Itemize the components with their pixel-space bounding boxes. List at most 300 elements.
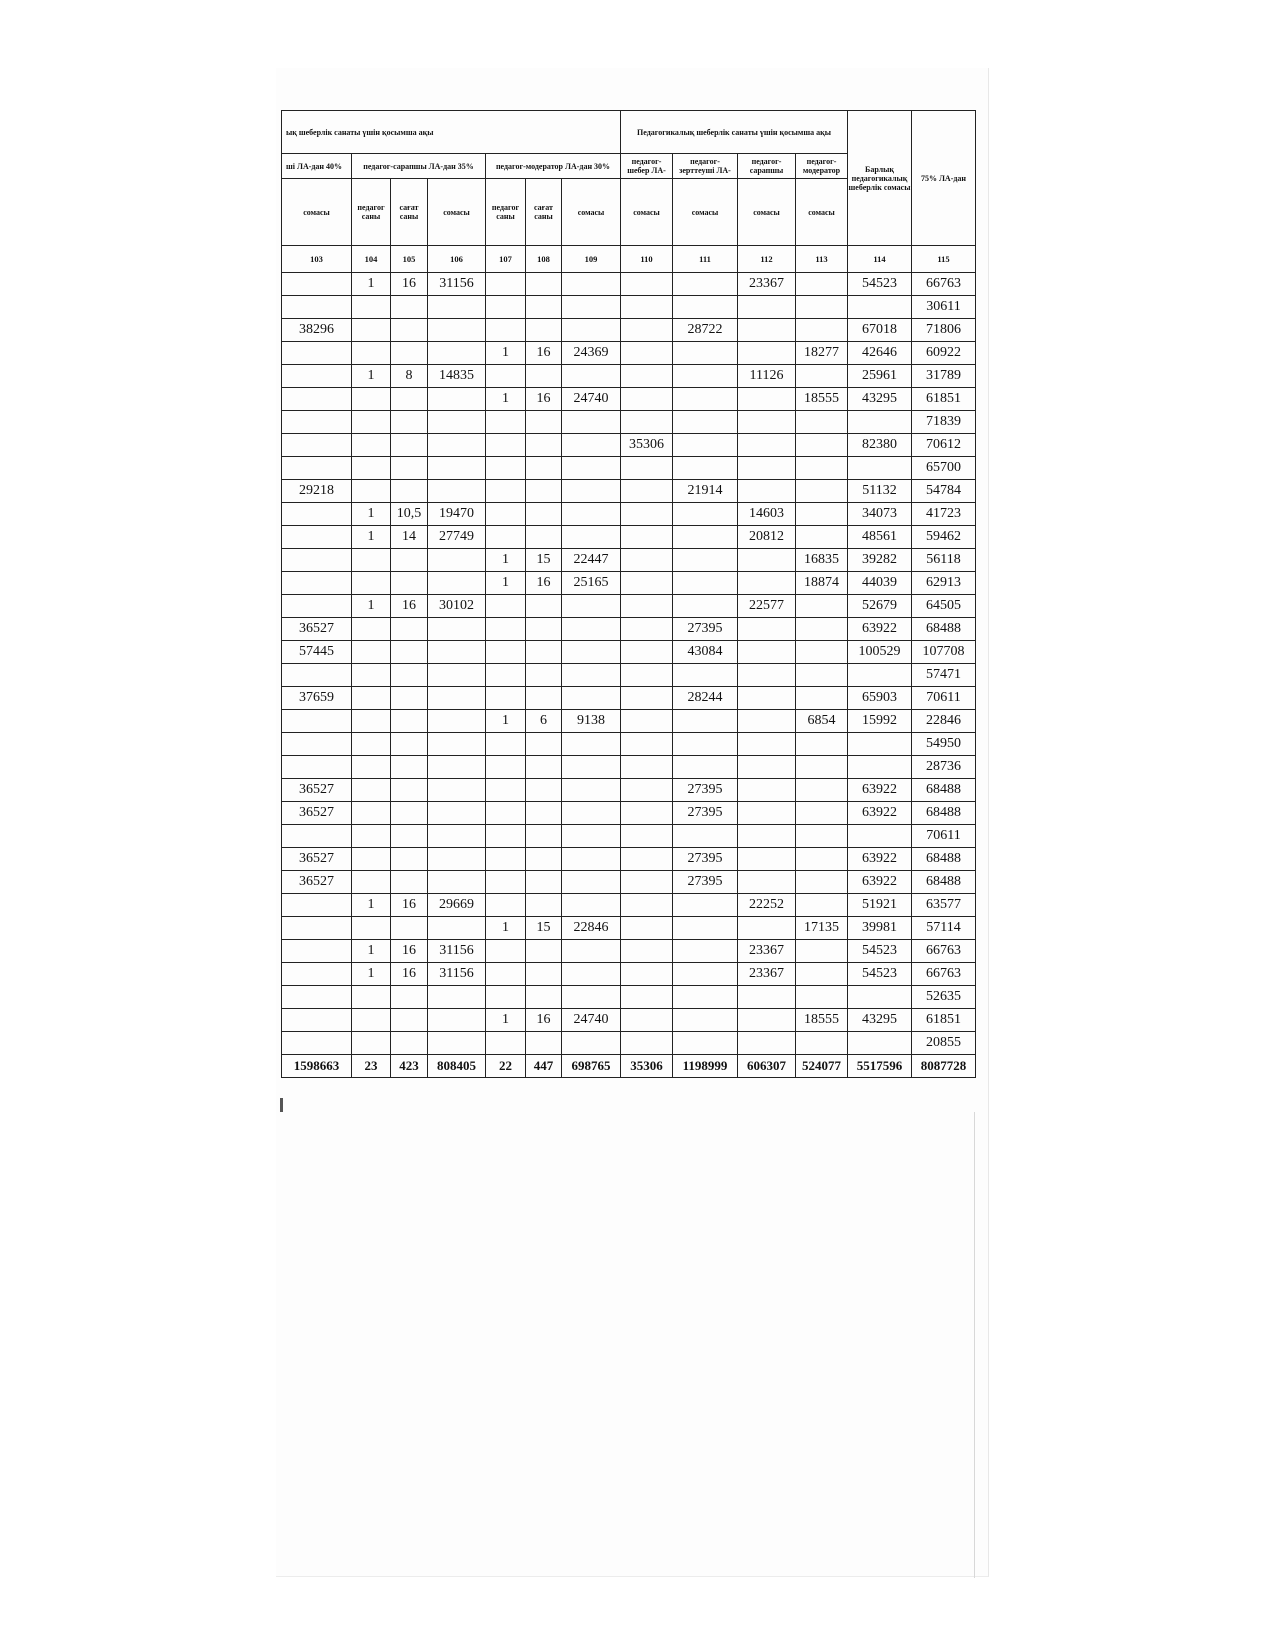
table-cell bbox=[282, 342, 352, 365]
table-cell bbox=[282, 1009, 352, 1032]
table-cell: 51132 bbox=[848, 480, 912, 503]
table-cell bbox=[848, 756, 912, 779]
column-number: 113 bbox=[796, 246, 848, 273]
column-number: 109 bbox=[562, 246, 621, 273]
table-row bbox=[282, 572, 976, 595]
table-cell bbox=[621, 526, 673, 549]
table-cell bbox=[562, 779, 621, 802]
table-cell bbox=[562, 296, 621, 319]
table-cell bbox=[562, 687, 621, 710]
totals-row bbox=[282, 1055, 976, 1078]
table-cell bbox=[562, 319, 621, 342]
table-cell: 56118 bbox=[912, 549, 976, 572]
table-cell bbox=[428, 457, 486, 480]
table-cell bbox=[621, 871, 673, 894]
header-40: ші ЛА-дан 40% bbox=[282, 154, 352, 179]
table-cell bbox=[391, 710, 428, 733]
table-cell: 1 bbox=[352, 963, 391, 986]
table-cell: 23367 bbox=[738, 940, 796, 963]
table-cell bbox=[621, 917, 673, 940]
table-cell bbox=[486, 319, 526, 342]
table-cell bbox=[673, 296, 738, 319]
table-row bbox=[282, 434, 976, 457]
table-cell: 71839 bbox=[912, 411, 976, 434]
table-cell bbox=[428, 756, 486, 779]
table-cell bbox=[526, 480, 562, 503]
table-cell bbox=[526, 319, 562, 342]
table-cell bbox=[673, 664, 738, 687]
table-cell bbox=[562, 986, 621, 1009]
table-cell: 65700 bbox=[912, 457, 976, 480]
total-cell: 22 bbox=[486, 1055, 526, 1078]
total-cell: 698765 bbox=[562, 1055, 621, 1078]
table-cell bbox=[738, 434, 796, 457]
table-cell bbox=[486, 825, 526, 848]
table-cell bbox=[673, 733, 738, 756]
table-cell bbox=[796, 756, 848, 779]
table-cell bbox=[486, 986, 526, 1009]
table-row bbox=[282, 710, 976, 733]
table-cell bbox=[562, 526, 621, 549]
table-cell: 22846 bbox=[562, 917, 621, 940]
table-cell bbox=[562, 618, 621, 641]
column-number: 112 bbox=[738, 246, 796, 273]
table-cell: 34073 bbox=[848, 503, 912, 526]
table-cell: 23367 bbox=[738, 273, 796, 296]
table-cell: 25165 bbox=[562, 572, 621, 595]
table-cell bbox=[796, 687, 848, 710]
table-cell bbox=[486, 296, 526, 319]
table-cell: 22252 bbox=[738, 894, 796, 917]
table-cell: 59462 bbox=[912, 526, 976, 549]
table-cell bbox=[562, 848, 621, 871]
table-cell: 36527 bbox=[282, 779, 352, 802]
header-sum: сомасы bbox=[796, 179, 848, 246]
table-cell bbox=[738, 687, 796, 710]
table-cell: 21914 bbox=[673, 480, 738, 503]
table-cell: 54523 bbox=[848, 273, 912, 296]
table-cell bbox=[526, 963, 562, 986]
table-cell: 23367 bbox=[738, 963, 796, 986]
table-cell: 28736 bbox=[912, 756, 976, 779]
table-cell: 31156 bbox=[428, 963, 486, 986]
table-cell: 31156 bbox=[428, 940, 486, 963]
table-cell bbox=[621, 365, 673, 388]
table-cell: 35306 bbox=[621, 434, 673, 457]
table-row bbox=[282, 480, 976, 503]
table-cell bbox=[621, 388, 673, 411]
table-cell bbox=[621, 595, 673, 618]
table-cell bbox=[352, 664, 391, 687]
table-cell bbox=[391, 342, 428, 365]
table-cell: 27749 bbox=[428, 526, 486, 549]
table-row bbox=[282, 411, 976, 434]
table-cell: 31789 bbox=[912, 365, 976, 388]
table-cell bbox=[391, 1009, 428, 1032]
table-cell bbox=[621, 664, 673, 687]
table-cell bbox=[352, 756, 391, 779]
table-row bbox=[282, 756, 976, 779]
table-cell bbox=[796, 457, 848, 480]
column-number: 108 bbox=[526, 246, 562, 273]
table-cell bbox=[526, 641, 562, 664]
table-cell bbox=[738, 1009, 796, 1032]
table-cell bbox=[673, 917, 738, 940]
table-cell bbox=[562, 825, 621, 848]
table-cell bbox=[796, 503, 848, 526]
table-cell: 61851 bbox=[912, 1009, 976, 1032]
table-cell bbox=[352, 917, 391, 940]
table-cell bbox=[562, 963, 621, 986]
table-cell bbox=[562, 940, 621, 963]
table-cell: 29218 bbox=[282, 480, 352, 503]
table-cell: 36527 bbox=[282, 871, 352, 894]
header-sum: сомасы bbox=[621, 179, 673, 246]
header-35: педагог-сарапшы ЛА-дан 35% bbox=[352, 154, 486, 179]
table-cell bbox=[352, 1032, 391, 1055]
table-cell bbox=[391, 480, 428, 503]
table-cell bbox=[526, 296, 562, 319]
table-cell: 61851 bbox=[912, 388, 976, 411]
header-group-left: ық шеберлік санаты үшін қосымша ақы bbox=[282, 111, 621, 154]
table-cell bbox=[486, 756, 526, 779]
table-cell bbox=[526, 733, 562, 756]
table-cell: 16 bbox=[526, 572, 562, 595]
table-cell: 10,5 bbox=[391, 503, 428, 526]
table-cell bbox=[673, 457, 738, 480]
table-cell: 68488 bbox=[912, 848, 976, 871]
table-cell: 22577 bbox=[738, 595, 796, 618]
table-cell bbox=[391, 641, 428, 664]
table-cell bbox=[282, 388, 352, 411]
table-cell bbox=[562, 641, 621, 664]
table-cell bbox=[486, 273, 526, 296]
table-cell bbox=[428, 779, 486, 802]
table-cell: 1 bbox=[486, 549, 526, 572]
table-cell bbox=[486, 503, 526, 526]
table-cell: 18555 bbox=[796, 388, 848, 411]
table-cell: 38296 bbox=[282, 319, 352, 342]
table-cell: 22846 bbox=[912, 710, 976, 733]
table-row bbox=[282, 940, 976, 963]
table-cell bbox=[391, 664, 428, 687]
table-cell bbox=[621, 480, 673, 503]
table-cell bbox=[282, 825, 352, 848]
table-cell bbox=[562, 273, 621, 296]
table-cell bbox=[391, 434, 428, 457]
table-row bbox=[282, 848, 976, 871]
table-cell bbox=[796, 894, 848, 917]
table-cell bbox=[282, 457, 352, 480]
table-cell: 20855 bbox=[912, 1032, 976, 1055]
table-cell bbox=[526, 871, 562, 894]
table-cell bbox=[352, 388, 391, 411]
table-cell bbox=[673, 365, 738, 388]
table-cell: 107708 bbox=[912, 641, 976, 664]
table-cell bbox=[428, 296, 486, 319]
table-cell bbox=[282, 595, 352, 618]
column-number: 115 bbox=[912, 246, 976, 273]
table-cell bbox=[486, 526, 526, 549]
table-cell: 16 bbox=[526, 342, 562, 365]
table-cell: 60922 bbox=[912, 342, 976, 365]
table-cell bbox=[621, 733, 673, 756]
table-cell bbox=[486, 894, 526, 917]
header-75: 75% ЛА-дан bbox=[912, 111, 976, 246]
table-row bbox=[282, 779, 976, 802]
column-number: 106 bbox=[428, 246, 486, 273]
table-cell bbox=[428, 480, 486, 503]
table-cell bbox=[621, 319, 673, 342]
table-cell bbox=[352, 480, 391, 503]
table-cell bbox=[738, 1032, 796, 1055]
table-row bbox=[282, 917, 976, 940]
table-cell bbox=[562, 664, 621, 687]
total-cell: 447 bbox=[526, 1055, 562, 1078]
table-cell: 70611 bbox=[912, 825, 976, 848]
table-cell bbox=[352, 618, 391, 641]
table-cell: 36527 bbox=[282, 802, 352, 825]
table-cell bbox=[738, 342, 796, 365]
table-cell: 36527 bbox=[282, 848, 352, 871]
table-cell bbox=[796, 664, 848, 687]
table-cell bbox=[848, 825, 912, 848]
table-cell bbox=[352, 457, 391, 480]
qualification-pay-table bbox=[281, 110, 976, 1078]
table-cell: 14835 bbox=[428, 365, 486, 388]
table-cell bbox=[673, 963, 738, 986]
table-cell bbox=[428, 388, 486, 411]
table-cell bbox=[738, 825, 796, 848]
table-cell bbox=[486, 963, 526, 986]
table-cell bbox=[621, 549, 673, 572]
table-cell bbox=[673, 825, 738, 848]
table-cell bbox=[673, 503, 738, 526]
table-cell bbox=[621, 641, 673, 664]
table-cell bbox=[352, 871, 391, 894]
table-cell bbox=[673, 756, 738, 779]
table-cell bbox=[526, 365, 562, 388]
table-cell bbox=[391, 917, 428, 940]
table-cell: 14 bbox=[391, 526, 428, 549]
table-cell bbox=[621, 503, 673, 526]
table-cell: 68488 bbox=[912, 871, 976, 894]
table-cell: 11126 bbox=[738, 365, 796, 388]
table-row bbox=[282, 457, 976, 480]
table-row bbox=[282, 664, 976, 687]
table-cell bbox=[282, 296, 352, 319]
table-cell: 1 bbox=[486, 710, 526, 733]
table-cell bbox=[526, 503, 562, 526]
table-cell bbox=[428, 733, 486, 756]
table-cell bbox=[282, 963, 352, 986]
table-cell bbox=[526, 434, 562, 457]
table-cell bbox=[391, 825, 428, 848]
table-cell: 63577 bbox=[912, 894, 976, 917]
table-cell bbox=[673, 940, 738, 963]
table-cell: 44039 bbox=[848, 572, 912, 595]
table-cell bbox=[526, 848, 562, 871]
table-cell bbox=[738, 664, 796, 687]
table-cell bbox=[526, 457, 562, 480]
column-number-row bbox=[282, 246, 976, 273]
table-cell bbox=[282, 434, 352, 457]
table-cell bbox=[562, 503, 621, 526]
table-row bbox=[282, 296, 976, 319]
table-cell bbox=[562, 434, 621, 457]
table-cell: 20812 bbox=[738, 526, 796, 549]
table-cell bbox=[428, 871, 486, 894]
table-cell bbox=[562, 411, 621, 434]
table-cell bbox=[738, 549, 796, 572]
table-cell bbox=[526, 595, 562, 618]
table-cell bbox=[796, 434, 848, 457]
table-cell bbox=[352, 1009, 391, 1032]
table-cell: 25961 bbox=[848, 365, 912, 388]
header-total: Барлық педагогикалық шеберлік сомасы bbox=[848, 111, 912, 246]
table-cell: 43295 bbox=[848, 1009, 912, 1032]
table-cell: 14603 bbox=[738, 503, 796, 526]
table-cell bbox=[526, 411, 562, 434]
table-cell: 100529 bbox=[848, 641, 912, 664]
table-cell bbox=[796, 411, 848, 434]
table-cell bbox=[796, 296, 848, 319]
table-cell bbox=[526, 986, 562, 1009]
column-number: 105 bbox=[391, 246, 428, 273]
table-cell bbox=[621, 940, 673, 963]
table-row bbox=[282, 319, 976, 342]
page-edge-mark bbox=[280, 1098, 283, 1112]
table-cell bbox=[673, 273, 738, 296]
table-cell bbox=[352, 319, 391, 342]
table-cell: 42646 bbox=[848, 342, 912, 365]
table-cell: 1 bbox=[352, 273, 391, 296]
table-cell bbox=[526, 802, 562, 825]
table-cell: 66763 bbox=[912, 963, 976, 986]
table-cell bbox=[352, 411, 391, 434]
total-cell: 23 bbox=[352, 1055, 391, 1078]
table-cell: 54523 bbox=[848, 963, 912, 986]
table-cell bbox=[673, 572, 738, 595]
table-cell: 6854 bbox=[796, 710, 848, 733]
table-row bbox=[282, 273, 976, 296]
table-cell bbox=[796, 480, 848, 503]
table-cell: 1 bbox=[486, 342, 526, 365]
table-row bbox=[282, 963, 976, 986]
table-cell: 52635 bbox=[912, 986, 976, 1009]
table-cell: 27395 bbox=[673, 848, 738, 871]
table-cell bbox=[428, 549, 486, 572]
table-cell bbox=[673, 595, 738, 618]
table-cell bbox=[352, 342, 391, 365]
table-cell bbox=[673, 894, 738, 917]
table-cell bbox=[738, 802, 796, 825]
table-cell bbox=[486, 802, 526, 825]
table-cell: 57471 bbox=[912, 664, 976, 687]
table-cell bbox=[562, 1032, 621, 1055]
table-cell bbox=[282, 503, 352, 526]
table-cell bbox=[282, 664, 352, 687]
scan-edge bbox=[974, 1112, 975, 1578]
table-cell bbox=[282, 733, 352, 756]
table-cell bbox=[352, 710, 391, 733]
table-cell bbox=[486, 687, 526, 710]
table-cell bbox=[486, 848, 526, 871]
table-cell bbox=[282, 411, 352, 434]
table-cell bbox=[428, 825, 486, 848]
table-row bbox=[282, 503, 976, 526]
table-body bbox=[282, 273, 976, 1078]
header-count: педагог саны bbox=[352, 179, 391, 246]
header-30: педагог-модератор ЛА-дан 30% bbox=[486, 154, 621, 179]
table-cell bbox=[673, 411, 738, 434]
table-cell bbox=[282, 940, 352, 963]
header-count: педагог саны bbox=[486, 179, 526, 246]
table-cell bbox=[282, 917, 352, 940]
table-cell bbox=[848, 457, 912, 480]
table-cell bbox=[796, 365, 848, 388]
table-cell bbox=[428, 618, 486, 641]
table-cell bbox=[428, 1032, 486, 1055]
table-cell bbox=[282, 273, 352, 296]
table-cell bbox=[391, 388, 428, 411]
table-cell: 68488 bbox=[912, 802, 976, 825]
table-cell bbox=[391, 756, 428, 779]
table-cell bbox=[796, 940, 848, 963]
table-row bbox=[282, 388, 976, 411]
table-row bbox=[282, 618, 976, 641]
table-cell: 15992 bbox=[848, 710, 912, 733]
table-cell: 27395 bbox=[673, 802, 738, 825]
table-cell bbox=[526, 1032, 562, 1055]
table-cell bbox=[738, 917, 796, 940]
table-cell: 70612 bbox=[912, 434, 976, 457]
column-number: 107 bbox=[486, 246, 526, 273]
table-cell bbox=[486, 434, 526, 457]
table-cell bbox=[621, 963, 673, 986]
table-cell: 28244 bbox=[673, 687, 738, 710]
table-cell bbox=[738, 572, 796, 595]
table-cell bbox=[673, 986, 738, 1009]
table-cell bbox=[562, 365, 621, 388]
table-cell: 15 bbox=[526, 917, 562, 940]
table-cell bbox=[486, 480, 526, 503]
header-sum: сомасы bbox=[738, 179, 796, 246]
header-sum: сомасы bbox=[673, 179, 738, 246]
table-cell bbox=[562, 756, 621, 779]
table-cell bbox=[738, 319, 796, 342]
table-cell bbox=[848, 296, 912, 319]
table-cell bbox=[391, 319, 428, 342]
table-cell bbox=[673, 526, 738, 549]
table-row bbox=[282, 733, 976, 756]
table-cell bbox=[486, 618, 526, 641]
total-cell: 1198999 bbox=[673, 1055, 738, 1078]
table-cell bbox=[738, 733, 796, 756]
table-cell bbox=[282, 710, 352, 733]
table-cell bbox=[428, 319, 486, 342]
table-cell: 27395 bbox=[673, 779, 738, 802]
table-cell bbox=[486, 871, 526, 894]
table-cell bbox=[796, 986, 848, 1009]
table-cell bbox=[486, 733, 526, 756]
table-row bbox=[282, 687, 976, 710]
table-cell bbox=[391, 618, 428, 641]
table-cell: 6 bbox=[526, 710, 562, 733]
table-cell bbox=[486, 457, 526, 480]
table-cell: 18277 bbox=[796, 342, 848, 365]
table-cell bbox=[352, 687, 391, 710]
